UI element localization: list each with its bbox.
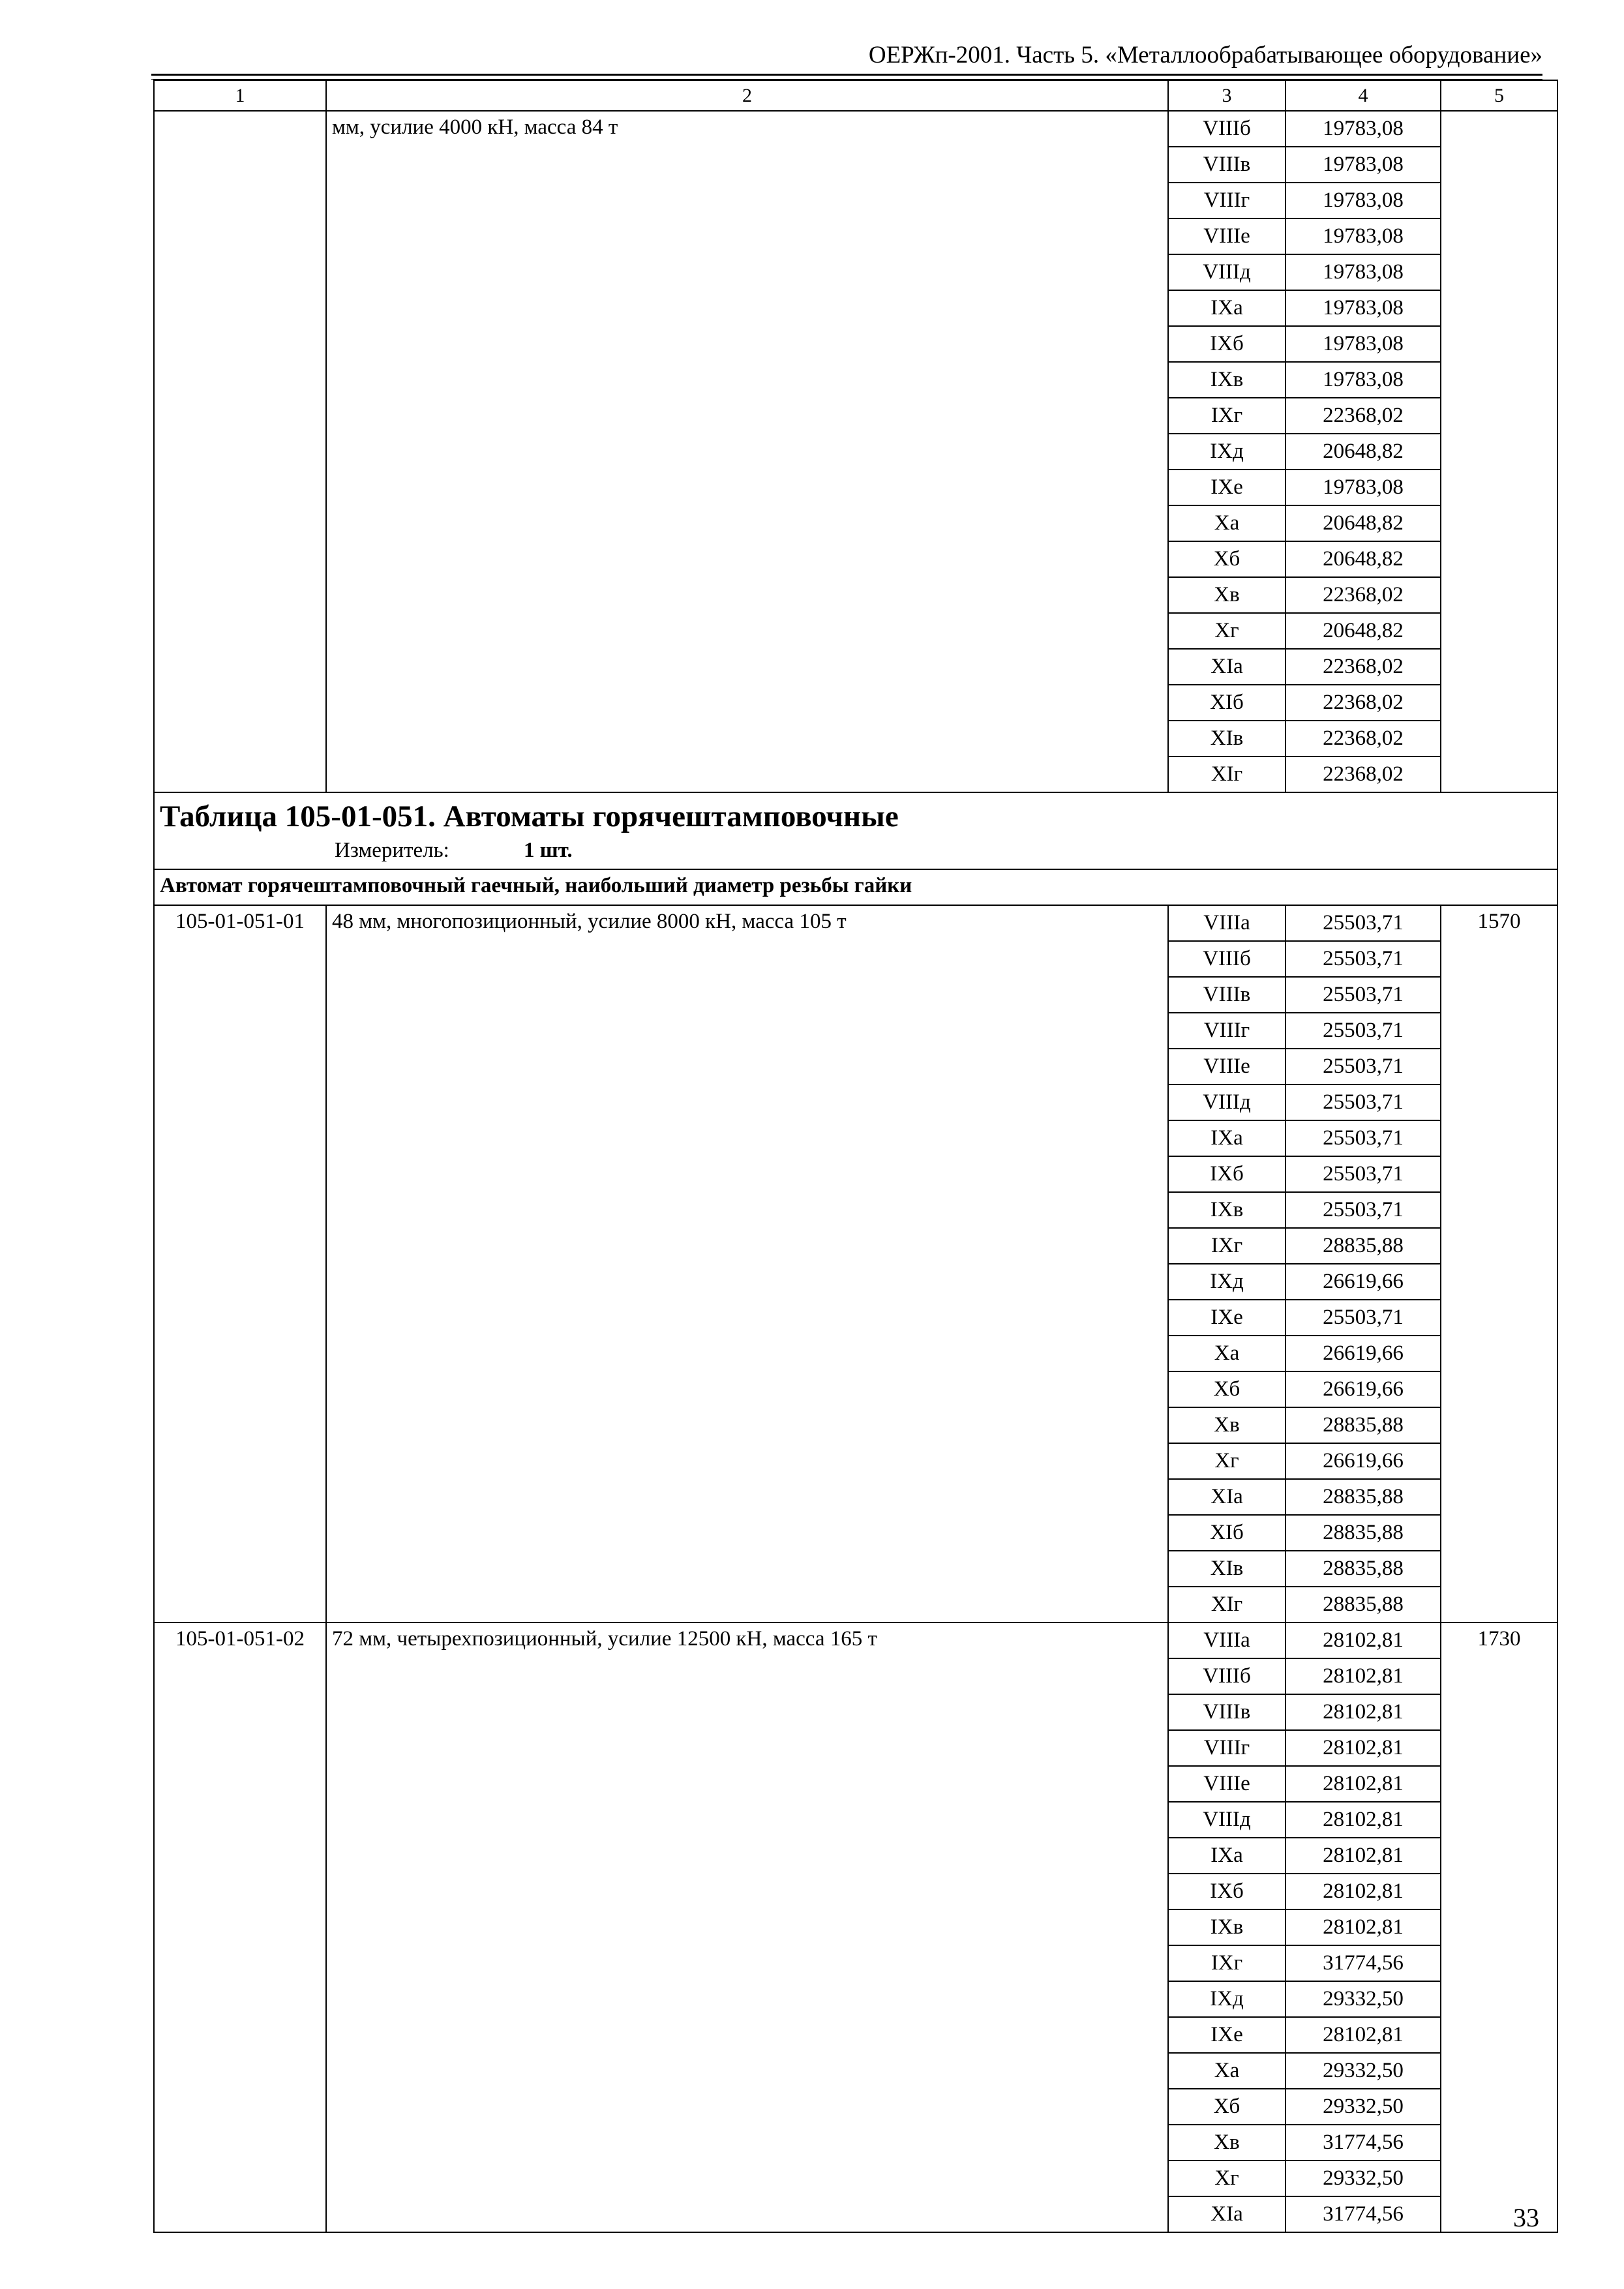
price-cell: 28102,81 — [1286, 1838, 1441, 1874]
zone-cell: VIIIа — [1168, 905, 1286, 941]
price-cell: 31774,56 — [1286, 1945, 1441, 1981]
zone-cell: Xа — [1168, 1336, 1286, 1371]
table-row — [154, 1623, 1557, 1658]
measure-value: 1 шт. — [524, 839, 573, 862]
measure-label: Измеритель: — [335, 839, 449, 862]
zone-cell: VIIIа — [1168, 1623, 1286, 1658]
price-cell: 22368,02 — [1286, 756, 1441, 792]
zone-cell: IXв — [1168, 1192, 1286, 1228]
zone-cell: VIIIе — [1168, 1766, 1286, 1802]
price-cell: 19783,08 — [1286, 218, 1441, 254]
zone-cell: VIIIб — [1168, 111, 1286, 147]
rates-table — [153, 80, 1558, 2233]
zone-cell: IXг — [1168, 1945, 1286, 1981]
price-cell: 19783,08 — [1286, 147, 1441, 183]
column-number: 4 — [1286, 80, 1441, 111]
price-cell: 28102,81 — [1286, 1730, 1441, 1766]
col5-cell: 1570 — [1441, 905, 1557, 1623]
zone-cell: VIIIе — [1168, 1049, 1286, 1085]
item-code-cell: 105-01-051-01 — [154, 905, 326, 1623]
zone-cell: IXб — [1168, 1156, 1286, 1192]
zone-cell: IXа — [1168, 1120, 1286, 1156]
price-cell: 19783,08 — [1286, 183, 1441, 218]
price-cell: 19783,08 — [1286, 111, 1441, 147]
page-number: 33 — [1513, 2203, 1539, 2232]
price-cell: 28835,88 — [1286, 1407, 1441, 1443]
price-cell: 19783,08 — [1286, 290, 1441, 326]
price-cell: 25503,71 — [1286, 1300, 1441, 1336]
zone-cell: Xг — [1168, 2161, 1286, 2196]
table-title: Таблица 105-01-051. Автоматы горячештамповочные — [160, 800, 899, 833]
zone-cell: IXа — [1168, 1838, 1286, 1874]
zone-cell: VIIIг — [1168, 1730, 1286, 1766]
rates-table-body — [154, 80, 1557, 2232]
zone-cell: IXб — [1168, 326, 1286, 362]
zone-cell: IXб — [1168, 1874, 1286, 1909]
zone-cell: XIб — [1168, 1515, 1286, 1551]
price-cell: 28102,81 — [1286, 1694, 1441, 1730]
item-description-cell: 48 мм, многопозиционный, усилие 8000 кН, масса 105 т — [326, 905, 1168, 1623]
price-cell: 20648,82 — [1286, 434, 1441, 470]
table-title-row — [154, 792, 1557, 869]
zone-cell: XIг — [1168, 756, 1286, 792]
price-cell: 28835,88 — [1286, 1551, 1441, 1587]
zone-cell: VIIIв — [1168, 147, 1286, 183]
price-cell: 28102,81 — [1286, 1874, 1441, 1909]
price-cell: 25503,71 — [1286, 977, 1441, 1013]
col5-cell: 1730 — [1441, 1623, 1557, 2232]
zone-cell: XIа — [1168, 2196, 1286, 2232]
price-cell: 19783,08 — [1286, 326, 1441, 362]
table-row — [154, 111, 1557, 147]
zone-cell: VIIIд — [1168, 1085, 1286, 1120]
price-cell: 25503,71 — [1286, 905, 1441, 941]
zone-cell: VIIIг — [1168, 1013, 1286, 1049]
zone-cell: IXг — [1168, 1228, 1286, 1264]
price-cell: 29332,50 — [1286, 2053, 1441, 2089]
price-cell: 22368,02 — [1286, 685, 1441, 721]
table-title-cell — [154, 792, 1557, 869]
zone-cell: IXг — [1168, 398, 1286, 434]
zone-cell: XIв — [1168, 1551, 1286, 1587]
group-heading: Автомат горячештамповочный гаечный, наибольший диаметр резьбы гайки — [154, 869, 1557, 905]
price-cell: 28102,81 — [1286, 1909, 1441, 1945]
zone-cell: Xг — [1168, 1443, 1286, 1479]
price-cell: 26619,66 — [1286, 1336, 1441, 1371]
group-heading-row — [154, 869, 1557, 905]
zone-cell: VIIIд — [1168, 254, 1286, 290]
zone-cell: Xб — [1168, 541, 1286, 577]
price-cell: 22368,02 — [1286, 721, 1441, 756]
zone-cell: IXв — [1168, 362, 1286, 398]
price-cell: 19783,08 — [1286, 254, 1441, 290]
zone-cell: Xв — [1168, 2125, 1286, 2161]
price-cell: 20648,82 — [1286, 505, 1441, 541]
price-cell: 25503,71 — [1286, 1085, 1441, 1120]
price-cell: 28102,81 — [1286, 2017, 1441, 2053]
column-number: 1 — [154, 80, 326, 111]
zone-cell: Xа — [1168, 505, 1286, 541]
price-cell: 19783,08 — [1286, 470, 1441, 505]
zone-cell: VIIIв — [1168, 977, 1286, 1013]
zone-cell: Xв — [1168, 1407, 1286, 1443]
item-code-cell — [154, 111, 326, 792]
item-description-cell: мм, усилие 4000 кН, масса 84 т — [326, 111, 1168, 792]
column-number-row — [154, 80, 1557, 111]
zone-cell: Xв — [1168, 577, 1286, 613]
zone-cell: XIа — [1168, 1479, 1286, 1515]
item-description-cell: 72 мм, четырехпозиционный, усилие 12500 кН, масса 165 т — [326, 1623, 1168, 2232]
price-cell: 25503,71 — [1286, 1049, 1441, 1085]
price-cell: 26619,66 — [1286, 1443, 1441, 1479]
zone-cell: VIIIе — [1168, 218, 1286, 254]
zone-cell: Xб — [1168, 2089, 1286, 2125]
price-cell: 29332,50 — [1286, 2161, 1441, 2196]
price-cell: 28835,88 — [1286, 1515, 1441, 1551]
price-cell: 26619,66 — [1286, 1371, 1441, 1407]
zone-cell: IXа — [1168, 290, 1286, 326]
price-cell: 29332,50 — [1286, 1981, 1441, 2017]
price-cell: 28102,81 — [1286, 1658, 1441, 1694]
col5-cell — [1441, 111, 1557, 792]
column-number: 5 — [1441, 80, 1557, 111]
price-cell: 20648,82 — [1286, 541, 1441, 577]
zone-cell: IXд — [1168, 1981, 1286, 2017]
price-cell: 31774,56 — [1286, 2125, 1441, 2161]
price-cell: 25503,71 — [1286, 941, 1441, 977]
price-cell: 28102,81 — [1286, 1766, 1441, 1802]
price-cell: 25503,71 — [1286, 1120, 1441, 1156]
zone-cell: IXд — [1168, 434, 1286, 470]
price-cell: 22368,02 — [1286, 649, 1441, 685]
price-cell: 22368,02 — [1286, 398, 1441, 434]
zone-cell: XIг — [1168, 1587, 1286, 1623]
header-rule-thick — [151, 74, 1542, 76]
price-cell: 28102,81 — [1286, 1802, 1441, 1838]
price-cell: 28835,88 — [1286, 1228, 1441, 1264]
zone-cell: IXв — [1168, 1909, 1286, 1945]
zone-cell: Xг — [1168, 613, 1286, 649]
price-cell: 28102,81 — [1286, 1623, 1441, 1658]
price-cell: 28835,88 — [1286, 1479, 1441, 1515]
price-cell: 31774,56 — [1286, 2196, 1441, 2232]
price-cell: 19783,08 — [1286, 362, 1441, 398]
zone-cell: XIб — [1168, 685, 1286, 721]
running-header: ОЕРЖп-2001. Часть 5. «Металлообрабатывающее оборудование» — [868, 42, 1542, 68]
zone-cell: Xб — [1168, 1371, 1286, 1407]
zone-cell: VIIIв — [1168, 1694, 1286, 1730]
column-number: 3 — [1168, 80, 1286, 111]
price-cell: 25503,71 — [1286, 1013, 1441, 1049]
zone-cell: Xа — [1168, 2053, 1286, 2089]
price-cell: 20648,82 — [1286, 613, 1441, 649]
price-cell: 22368,02 — [1286, 577, 1441, 613]
zone-cell: VIIIб — [1168, 941, 1286, 977]
item-code-cell: 105-01-051-02 — [154, 1623, 326, 2232]
price-cell: 25503,71 — [1286, 1156, 1441, 1192]
measure-line — [160, 837, 1552, 863]
price-cell: 26619,66 — [1286, 1264, 1441, 1300]
price-cell: 28835,88 — [1286, 1587, 1441, 1623]
zone-cell: VIIIг — [1168, 183, 1286, 218]
column-number: 2 — [326, 80, 1168, 111]
table-row — [154, 905, 1557, 941]
zone-cell: IXе — [1168, 470, 1286, 505]
zone-cell: XIа — [1168, 649, 1286, 685]
zone-cell: IXд — [1168, 1264, 1286, 1300]
zone-cell: IXе — [1168, 2017, 1286, 2053]
zone-cell: VIIIб — [1168, 1658, 1286, 1694]
zone-cell: IXе — [1168, 1300, 1286, 1336]
zone-cell: VIIIд — [1168, 1802, 1286, 1838]
price-cell: 29332,50 — [1286, 2089, 1441, 2125]
price-cell: 25503,71 — [1286, 1192, 1441, 1228]
zone-cell: XIв — [1168, 721, 1286, 756]
